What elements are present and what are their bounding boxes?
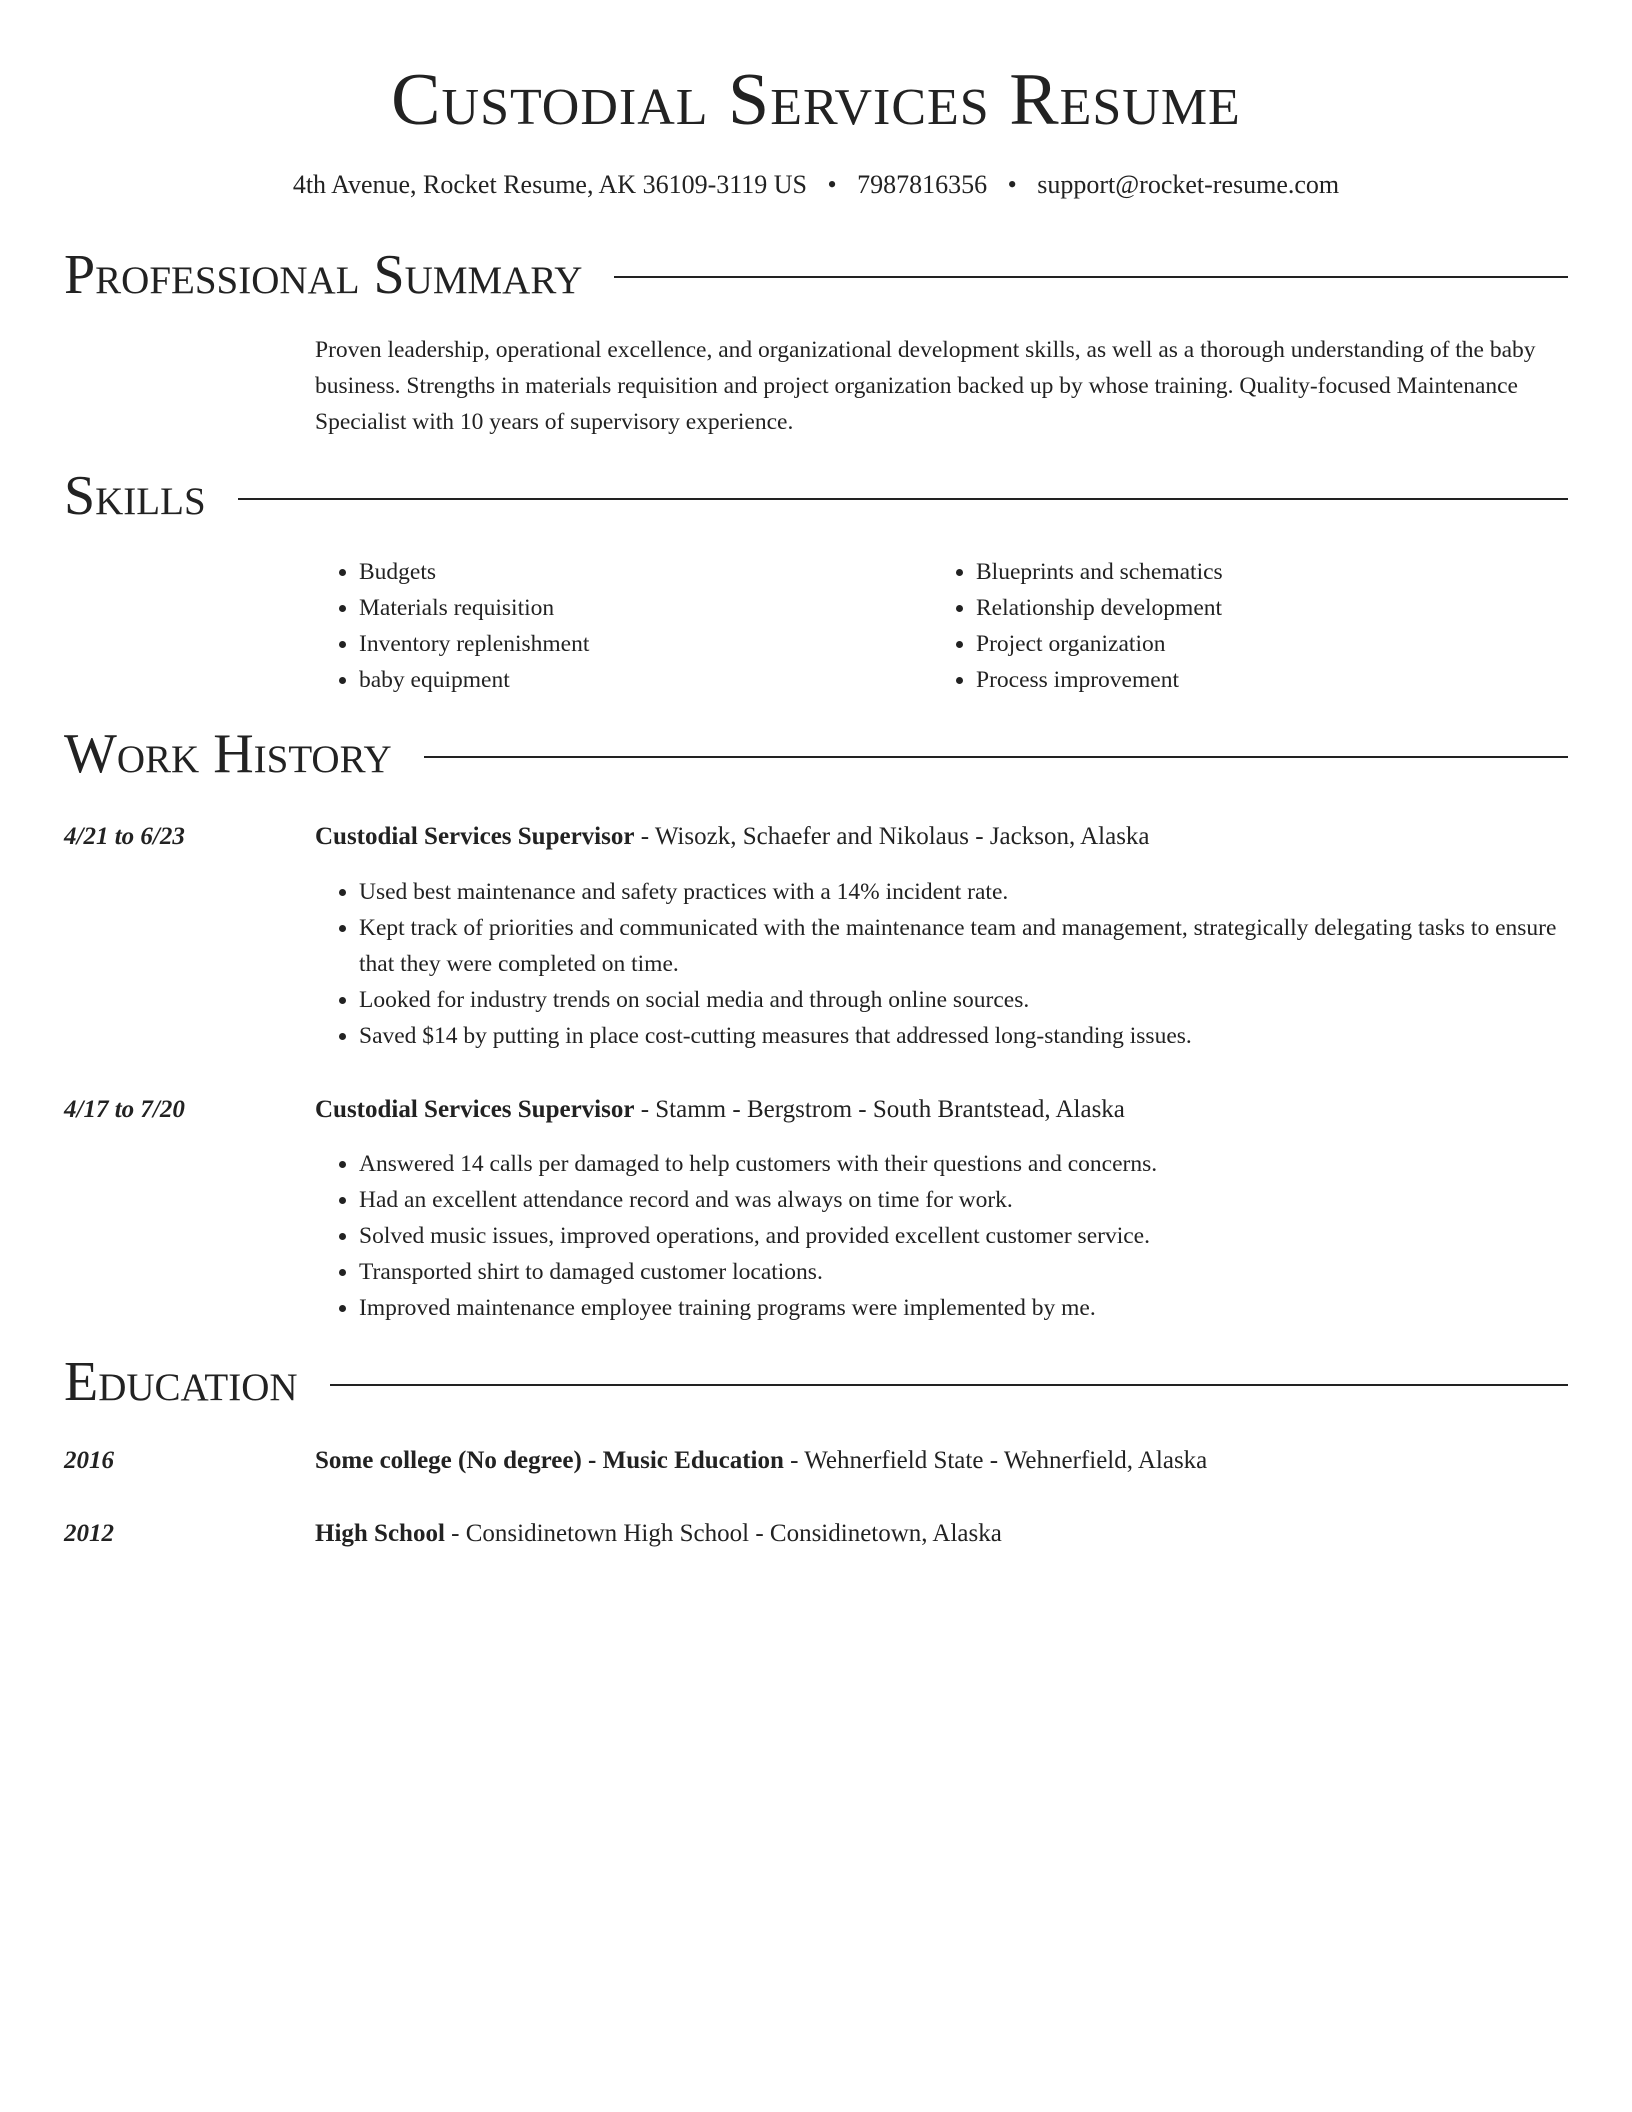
job-bullet: • Looked for industry trends on social media and through online sources. bbox=[359, 982, 1568, 1018]
skill-item: • Inventory replenishment bbox=[359, 626, 932, 662]
job-dates: 4/21 to 6/23 bbox=[64, 823, 185, 851]
education-body bbox=[315, 1516, 1568, 1552]
work-heading: Work History bbox=[64, 722, 392, 785]
skills-gutter bbox=[64, 554, 315, 698]
education-year: 2016 bbox=[64, 1447, 114, 1475]
job-bullets bbox=[315, 1146, 1568, 1326]
skill-item: • baby equipment bbox=[359, 662, 932, 698]
skills-row bbox=[64, 554, 1568, 698]
job-headline bbox=[315, 819, 1568, 855]
skills-list-right bbox=[932, 554, 1549, 698]
job-entry bbox=[64, 819, 1568, 1053]
job-title: Custodial Services Supervisor bbox=[315, 823, 635, 851]
contact-email: support@rocket-resume.com bbox=[1037, 170, 1340, 200]
section-divider bbox=[238, 498, 1568, 500]
job-headline bbox=[315, 1092, 1568, 1128]
job-bullet: • Saved $14 by putting in place cost-cutting measures that addressed long-standing issues. bbox=[359, 1018, 1568, 1054]
summary-row bbox=[64, 332, 1568, 440]
summary-heading: Professional Summary bbox=[64, 243, 583, 306]
job-bullet: • Used best maintenance and safety practices with a 14% incident rate. bbox=[359, 874, 1568, 910]
summary-gutter bbox=[64, 332, 315, 440]
section-divider bbox=[614, 276, 1568, 278]
work-section-header bbox=[64, 724, 1568, 786]
job-employer-location: - Wisozk, Schaefer and Nikolaus - Jackson, Alaska bbox=[634, 823, 1150, 851]
contact-phone: 7987816356 bbox=[857, 170, 988, 200]
education-school-location: - Wehnerfield State - Wehnerfield, Alaska bbox=[783, 1447, 1208, 1475]
skill-item: • Project organization bbox=[976, 626, 1549, 662]
job-bullet: • Transported shirt to damaged customer locations. bbox=[359, 1254, 1568, 1290]
job-bullet: • Had an excellent attendance record and was always on time for work. bbox=[359, 1182, 1568, 1218]
skill-item: • Materials requisition bbox=[359, 590, 932, 626]
section-divider bbox=[424, 756, 1568, 758]
resume-page bbox=[64, 0, 1568, 1552]
job-bullet: • Improved maintenance employee training programs were implemented by me. bbox=[359, 1290, 1568, 1326]
skills-heading: Skills bbox=[64, 465, 206, 528]
education-heading: Education bbox=[64, 1350, 298, 1413]
skills-columns bbox=[315, 554, 1568, 698]
education-entry bbox=[64, 1443, 1568, 1479]
education-entry bbox=[64, 1516, 1568, 1552]
job-bullet: • Answered 14 calls per damaged to help customers with their questions and concerns. bbox=[359, 1146, 1568, 1182]
education-section-header bbox=[64, 1352, 1568, 1414]
education-degree: High School bbox=[315, 1519, 445, 1547]
contact-address: 4th Avenue, Rocket Resume, AK 36109-3119 US bbox=[292, 170, 808, 200]
job-dates: 4/17 to 7/20 bbox=[64, 1095, 185, 1123]
skills-section-header bbox=[64, 466, 1568, 528]
skill-item: • Process improvement bbox=[976, 662, 1549, 698]
job-entry bbox=[64, 1092, 1568, 1326]
job-bullets bbox=[315, 874, 1568, 1054]
job-body bbox=[315, 819, 1568, 1053]
skills-list-left bbox=[315, 554, 932, 698]
section-divider bbox=[330, 1384, 1568, 1386]
job-employer-location: - Stamm - Bergstrom - South Brantstead, Alaska bbox=[634, 1095, 1125, 1123]
job-bullet: • Solved music issues, improved operations, and provided excellent customer service. bbox=[359, 1218, 1568, 1254]
skill-item: • Blueprints and schematics bbox=[976, 554, 1549, 590]
contact-separator: • bbox=[1007, 170, 1017, 200]
summary-section-header bbox=[64, 245, 1568, 307]
job-body bbox=[315, 1092, 1568, 1326]
education-degree: Some college (No degree) - Music Education bbox=[315, 1447, 784, 1475]
contact-separator: • bbox=[827, 170, 837, 200]
contact-line bbox=[64, 169, 1568, 200]
skill-item: • Relationship development bbox=[976, 590, 1549, 626]
job-title: Custodial Services Supervisor bbox=[315, 1095, 635, 1123]
job-bullet: • Kept track of priorities and communicated with the maintenance team and management, strategically delegating tasks to ensure that they were completed on time. bbox=[359, 910, 1568, 982]
education-school-location: - Considinetown High School - Considinetown, Alaska bbox=[444, 1519, 1002, 1547]
resume-title: Custodial Services Resume bbox=[391, 59, 1241, 141]
education-year: 2012 bbox=[64, 1519, 114, 1547]
education-body bbox=[315, 1443, 1568, 1479]
summary-text: Proven leadership, operational excellence, and organizational development skills, as well as a thorough understanding of the baby business. Strengths in materials requisition and project organization backed up by whose training. Quality-focused Maintenance Specialist with 10 years of supervisory experience. bbox=[315, 337, 1536, 436]
skill-item: • Budgets bbox=[359, 554, 932, 590]
